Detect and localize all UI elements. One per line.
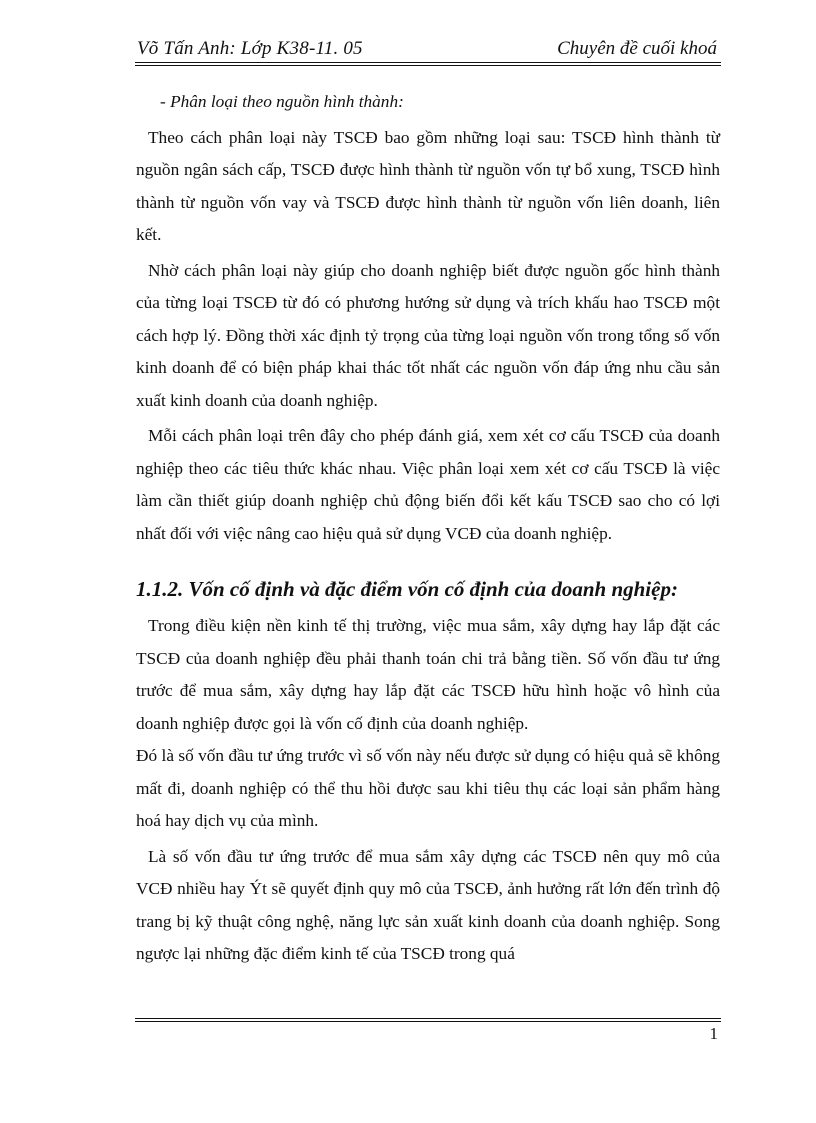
paragraph-5: Đó là số vốn đầu tư ứng trước vì số vốn này nếu được sử dụng có hiệu quả sẽ không mất đi, doanh nghiệp có thể thu hồi được sau khi tiêu thụ các loại sản phẩm hàng hoá hay dịch vụ của mình. — [136, 746, 720, 830]
paragraph-4: Trong điều kiện nền kinh tế thị trường, việc mua sắm, xây dựng hay lắp đặt các TSCĐ của doanh nghiệp đều phải thanh toán chi trả bằng tiền. Số vốn đầu tư ứng trước để mua sắm, xây dựng hay lắp đặt các TSCĐ hữu hình hoặc vô hình của doanh nghiệp được gọi là vốn cố định của doanh nghiệp. — [136, 616, 720, 733]
page-header — [135, 38, 721, 64]
paragraph-2: Nhờ cách phân loại này giúp cho doanh nghiệp biết được nguồn gốc hình thành của từng loại TSCĐ từ đó có phương hướng sử dụng và trích khấu hao TSCĐ một cách hợp lý. Đồng thời xác định tỷ trọng của từng loại nguồn vốn trong tổng số vốn kinh doanh để có biện pháp khai thác tốt nhất các nguồn vốn đáp ứng nhu cầu sản xuất kinh doanh của doanh nghiệp. — [136, 260, 720, 410]
subsection-label: - Phân loại theo nguồn hình thành: — [160, 92, 404, 111]
paragraph-1: Theo cách phân loại này TSCĐ bao gồm những loại sau: TSCĐ hình thành từ nguồn ngân sách cấp, TSCĐ được hình thành từ nguồn vốn tự bổ xung, TSCĐ hình thành từ nguồn vốn vay và TSCĐ được hình thành từ nguồn vốn liên doanh, liên kết. — [136, 127, 720, 244]
page-number: 1 — [709, 1024, 718, 1043]
section-heading: 1.1.2. Vốn cố định và đặc điểm vốn cố định của doanh nghiệp: — [136, 577, 678, 601]
footer-divider — [135, 1018, 721, 1022]
document-body — [136, 86, 720, 971]
header-author-class: Võ Tấn Anh: Lớp K38-11. 05 — [137, 38, 363, 59]
header-divider — [135, 62, 721, 66]
header-document-type: Chuyên đề cuối khoá — [557, 38, 717, 59]
paragraph-3: Mỗi cách phân loại trên đây cho phép đánh giá, xem xét cơ cấu TSCĐ của doanh nghiệp theo các tiêu thức khác nhau. Việc phân loại xem xét cơ cấu TSCĐ là việc làm cần thiết giúp doanh nghiệp chủ động biến đổi kết kấu TSCĐ sao cho có lợi nhất đối với việc nâng cao hiệu quả sử dụng VCĐ của doanh nghiệp. — [136, 426, 720, 543]
paragraph-6: Là số vốn đầu tư ứng trước để mua sắm xây dựng các TSCĐ nên quy mô của VCĐ nhiều hay Ýt sẽ quyết định quy mô của TSCĐ, ảnh hưởng rất lớn đến trình độ trang bị kỹ thuật công nghệ, năng lực sản xuất kinh doanh của doanh nghiệp. Song ngược lại những đặc điểm kinh tế của TSCĐ trong quá — [136, 846, 720, 963]
